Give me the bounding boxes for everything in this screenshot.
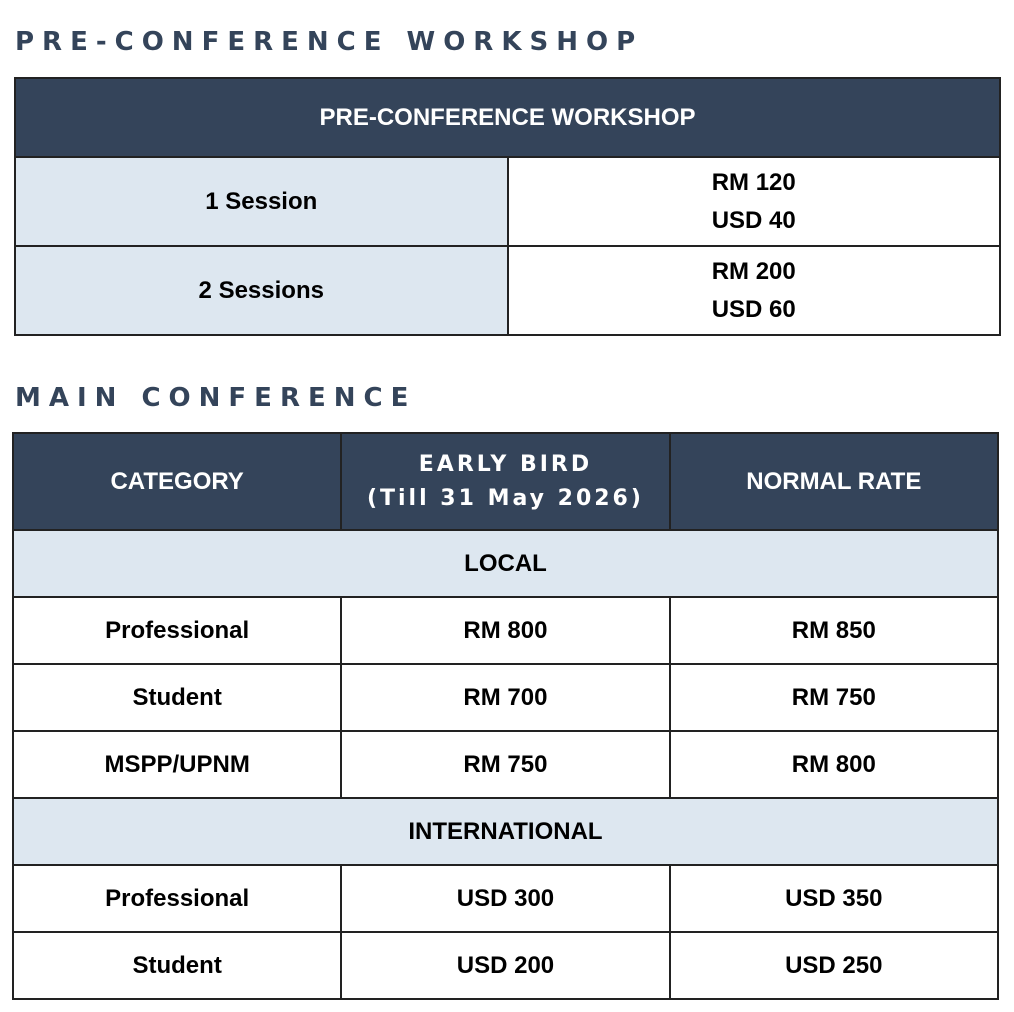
early-bird-column-header — [341, 433, 669, 530]
normal-rate-price: RM 800 — [670, 731, 998, 798]
early-bird-price: USD 200 — [341, 932, 669, 999]
table-row — [13, 865, 998, 932]
early-bird-price: USD 300 — [341, 865, 669, 932]
session-label: 2 Sessions — [15, 246, 508, 335]
group-row-local — [13, 530, 998, 597]
table-row — [13, 932, 998, 999]
category-cell: Student — [13, 932, 341, 999]
price-rm: RM 120 — [711, 168, 796, 196]
main-conference-pricing-table — [12, 432, 999, 1000]
price-usd: USD 60 — [711, 295, 796, 323]
session-price — [508, 157, 1001, 246]
workshop-pricing-table — [14, 77, 1001, 336]
early-bird-deadline: (Till 31 May 2026) — [366, 485, 644, 511]
table-row — [15, 246, 1000, 335]
group-row-international — [13, 798, 998, 865]
session-price — [508, 246, 1001, 335]
normal-rate-price: USD 350 — [670, 865, 998, 932]
table-row — [13, 597, 998, 664]
category-cell: Student — [13, 664, 341, 731]
workshop-section-heading: PRE-CONFERENCE WORKSHOP — [15, 27, 644, 57]
category-cell: Professional — [13, 865, 341, 932]
table-row — [13, 731, 998, 798]
category-column-header: CATEGORY — [13, 433, 341, 530]
early-bird-price: RM 800 — [341, 597, 669, 664]
category-cell: Professional — [13, 597, 341, 664]
group-label: INTERNATIONAL — [13, 798, 998, 865]
workshop-title-row — [15, 78, 1000, 157]
category-cell: MSPP/UPNM — [13, 731, 341, 798]
table-row — [15, 157, 1000, 246]
main-conference-section-heading: MAIN CONFERENCE — [15, 383, 417, 413]
normal-rate-column-header: NORMAL RATE — [670, 433, 998, 530]
price-usd: USD 40 — [711, 206, 796, 234]
normal-rate-price: RM 850 — [670, 597, 998, 664]
price-rm: RM 200 — [711, 257, 796, 285]
session-label: 1 Session — [15, 157, 508, 246]
workshop-table-title: PRE-CONFERENCE WORKSHOP — [15, 78, 1000, 157]
group-label: LOCAL — [13, 530, 998, 597]
normal-rate-price: USD 250 — [670, 932, 998, 999]
main-table-header-row — [13, 433, 998, 530]
early-bird-price: RM 700 — [341, 664, 669, 731]
early-bird-label: EARLY BIRD — [418, 451, 593, 477]
early-bird-price: RM 750 — [341, 731, 669, 798]
normal-rate-price: RM 750 — [670, 664, 998, 731]
table-row — [13, 664, 998, 731]
